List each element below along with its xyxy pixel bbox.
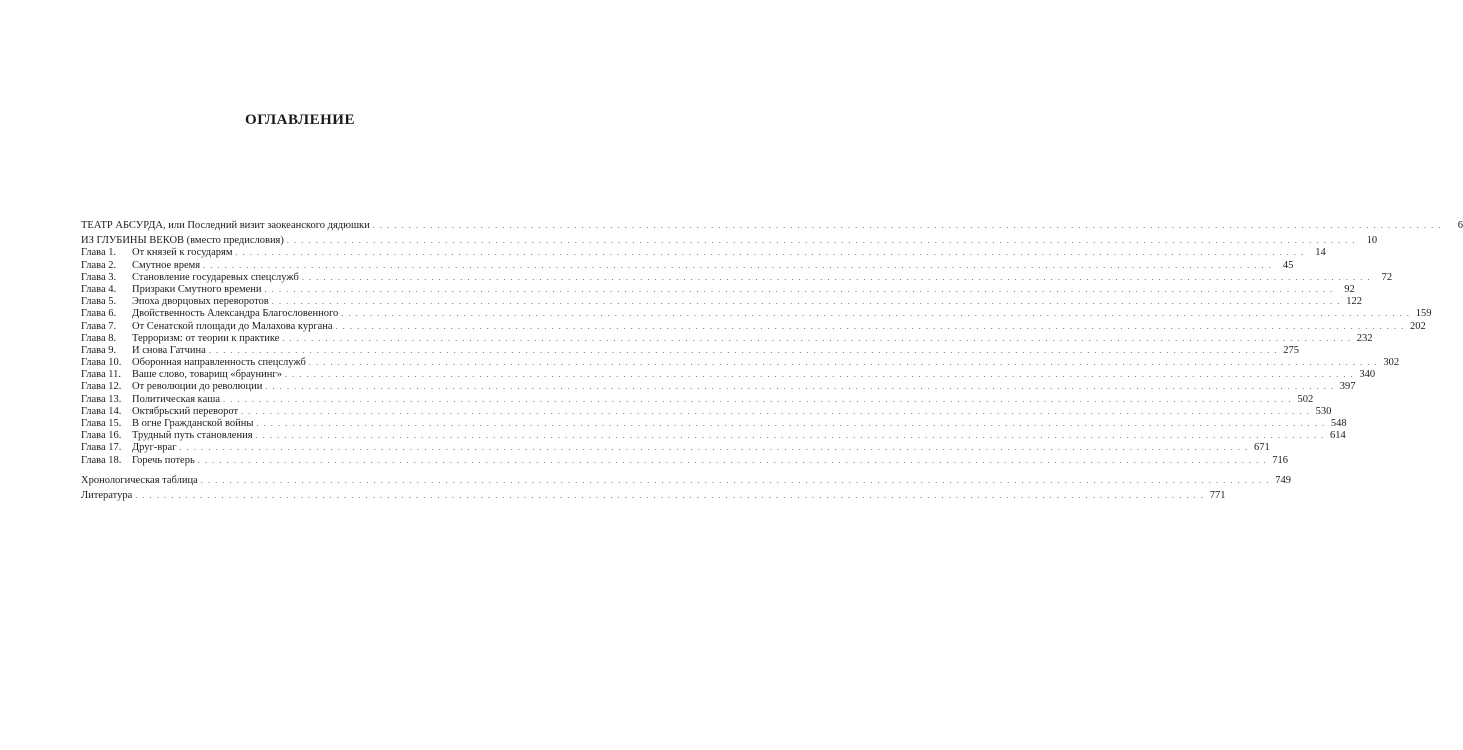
toc-entry: [81, 381, 1356, 393]
dot-leader: [236, 247, 1305, 259]
entry-title: Политическая каша: [132, 393, 221, 405]
chapter-number: Глава 5.: [81, 296, 117, 308]
entry-title: От Сенатской площади до Малахова кургана: [132, 320, 333, 332]
toc-entry: [81, 308, 1432, 320]
dot-leader: [180, 442, 1249, 454]
dot-leader: [309, 357, 1378, 369]
toc-entry: [81, 369, 1376, 381]
toc-entry: [81, 393, 1314, 406]
entry-title: Ваше слово, товарищ «браунинг»: [132, 369, 282, 381]
appendix-section: [81, 474, 1291, 502]
chapter-number: Глава 13.: [81, 393, 122, 405]
chapter-number: Глава 12.: [81, 381, 122, 393]
entry-title: Смутное время: [132, 259, 201, 271]
dot-leader: [209, 345, 1278, 357]
entry-title: Оборонная направленность спецслужб: [132, 357, 306, 369]
entry-title: Горечь потерь: [132, 454, 195, 466]
entry-page: 275: [1283, 344, 1300, 356]
toc-entry: [81, 454, 1288, 467]
entry-page: 548: [1330, 418, 1347, 429]
entry-title: ИЗ ГЛУБИНЫ ВЕКОВ (вместо предисловия): [81, 235, 284, 247]
dot-leader: [198, 455, 1267, 467]
entry-page: 45: [1282, 259, 1294, 271]
entry-page: 202: [1410, 320, 1426, 332]
entry-title: И снова Гатчина: [132, 344, 206, 356]
entry-page: 6: [1457, 220, 1463, 231]
entry-page: 614: [1330, 430, 1346, 442]
chapters-section: [81, 247, 1432, 466]
dot-leader: [285, 369, 1354, 381]
toc-entry: [81, 259, 1294, 272]
dot-leader: [265, 284, 1334, 296]
toc-entry: [81, 418, 1347, 430]
dot-leader: [223, 394, 1292, 406]
dot-leader: [203, 260, 1272, 272]
entry-page: 671: [1253, 442, 1270, 454]
dot-leader: [373, 220, 1442, 232]
dot-leader: [265, 381, 1334, 393]
toc-entry: [81, 271, 1393, 284]
entry-title: От князей к государям: [132, 247, 233, 259]
dot-leader: [302, 272, 1371, 284]
toc-entry: [81, 247, 1326, 259]
chapter-number: Глава 4.: [81, 283, 117, 295]
chapter-number: Глава 15.: [81, 418, 122, 429]
entry-title: Становление государевых спецслужб: [132, 271, 299, 283]
chapter-number: Глава 14.: [81, 405, 122, 417]
intro-section: [81, 220, 1463, 247]
toc-entry: [81, 430, 1346, 442]
toc-entry: [81, 344, 1300, 357]
dot-leader: [256, 418, 1325, 430]
entry-title: ТЕАТР АБСУРДА, или Последний визит заокеанского дядюшки: [81, 220, 370, 231]
chapter-number: Глава 10.: [81, 357, 122, 369]
entry-page: 122: [1346, 296, 1362, 308]
toc-entry: [81, 220, 1463, 232]
entry-page: 502: [1297, 393, 1314, 405]
entry-title: Призраки Смутного времени: [132, 283, 262, 295]
entry-title: Трудный путь становления: [132, 430, 253, 442]
dot-leader: [336, 321, 1405, 333]
toc-entry: [81, 357, 1400, 369]
chapter-number: Глава 6.: [81, 308, 117, 320]
entry-page: 232: [1356, 332, 1373, 344]
toc-entry: [81, 474, 1291, 487]
toc-entry: [81, 405, 1332, 418]
entry-page: 159: [1415, 308, 1432, 320]
toc-entry: [81, 320, 1426, 333]
table-of-contents: [81, 220, 1463, 502]
toc-entry: [81, 442, 1270, 454]
toc-entry: [81, 283, 1355, 296]
chapter-number: Глава 1.: [81, 247, 117, 259]
entry-page: 340: [1359, 369, 1376, 381]
entry-page: 302: [1383, 357, 1400, 369]
dot-leader: [341, 308, 1410, 320]
toc-entry: [81, 296, 1362, 308]
dot-leader: [135, 490, 1204, 502]
entry-title: Двойственность Александра Благословенного: [132, 308, 339, 320]
entry-title: Эпоха дворцовых переворотов: [132, 296, 269, 308]
chapter-number: Глава 9.: [81, 344, 117, 356]
entry-title: Литература: [81, 489, 133, 501]
chapter-number: Глава 7.: [81, 320, 117, 332]
entry-page: 92: [1344, 283, 1355, 295]
dot-leader: [282, 333, 1351, 345]
chapter-number: Глава 2.: [81, 259, 117, 271]
entry-page: 14: [1315, 247, 1326, 259]
toc-entry: [81, 332, 1373, 345]
entry-title: Октябрьский переворот: [132, 405, 239, 417]
toc-entry: [81, 235, 1378, 247]
entry-page: 530: [1315, 405, 1332, 417]
chapter-number: Глава 3.: [81, 271, 117, 283]
entry-page: 749: [1275, 474, 1291, 486]
entry-page: 397: [1339, 381, 1356, 393]
entry-title: Терроризм: от теории к практике: [132, 332, 280, 344]
entry-title: Друг-враг: [132, 442, 177, 454]
dot-leader: [287, 235, 1356, 247]
entry-page: 771: [1209, 489, 1226, 501]
dot-leader: [256, 430, 1325, 442]
entry-page: 716: [1272, 454, 1288, 466]
chapter-number: Глава 8.: [81, 332, 117, 344]
chapter-number: Глава 16.: [81, 430, 122, 442]
dot-leader: [241, 406, 1310, 418]
dot-leader: [272, 296, 1341, 308]
entry-title: Хронологическая таблица: [81, 474, 198, 486]
entry-title: От революции до революции: [132, 381, 263, 393]
page-title: ОГЛАВЛЕНИЕ: [245, 112, 355, 128]
chapter-number: Глава 17.: [81, 442, 122, 454]
chapter-number: Глава 11.: [81, 369, 122, 381]
entry-page: 72: [1381, 271, 1393, 283]
dot-leader: [201, 475, 1270, 487]
chapter-number: Глава 18.: [81, 454, 122, 466]
toc-entry: [81, 489, 1226, 502]
entry-page: 10: [1366, 235, 1378, 247]
entry-title: В огне Гражданской войны: [132, 418, 254, 429]
